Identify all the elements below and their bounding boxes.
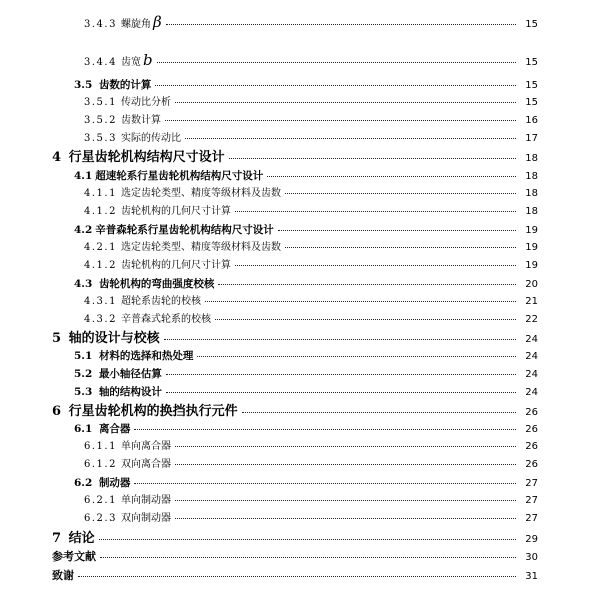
toc-entry[interactable] [84, 243, 538, 253]
toc-entry-label: 5 轴的设计与校核 [52, 331, 160, 346]
toc-entry[interactable] [84, 189, 538, 199]
toc-entry-label: 6.2.1 单向制动器 [84, 495, 171, 506]
toc-entry-label: 3.4.4 齿宽 b [84, 51, 153, 69]
dot-leader [267, 176, 516, 177]
toc-entry[interactable] [84, 496, 538, 506]
dot-leader [78, 576, 516, 577]
dot-leader [100, 557, 516, 558]
toc-entry[interactable] [84, 53, 538, 68]
page-number: 30 [525, 552, 538, 563]
page-number: 27 [525, 513, 538, 524]
toc-entry-label: 4.1.2 齿轮机构的几何尺寸计算 [84, 260, 231, 271]
dot-leader [185, 138, 516, 139]
toc-entry[interactable] [74, 171, 538, 182]
dot-leader [235, 211, 516, 212]
toc-entry[interactable] [52, 551, 538, 563]
toc-entry[interactable] [84, 207, 538, 217]
dot-leader [157, 62, 516, 63]
dot-leader [285, 193, 516, 194]
toc-entry[interactable] [52, 332, 538, 345]
toc-entry[interactable] [52, 570, 538, 582]
page-number: 26 [525, 459, 538, 470]
toc-entry[interactable] [84, 514, 538, 524]
page-number: 18 [525, 188, 538, 199]
dot-leader [166, 24, 516, 25]
toc-entry-label: 4.2 辛普森轮系行星齿轮机构结构尺寸设计 [74, 224, 274, 236]
toc-entry[interactable] [84, 116, 538, 126]
toc-entry[interactable] [84, 134, 538, 144]
page-number: 15 [525, 19, 538, 30]
page-number: 31 [525, 571, 538, 582]
page-number: 27 [525, 478, 538, 489]
toc-entry[interactable] [52, 532, 538, 545]
page-number: 27 [525, 495, 538, 506]
dot-leader [166, 392, 516, 393]
toc-entry-label: 3.5.3 实际的传动比 [84, 133, 181, 144]
toc-entry[interactable] [84, 261, 538, 271]
toc-entry-label: 7 结论 [52, 531, 95, 546]
dot-leader [205, 301, 516, 302]
page-number: 17 [525, 133, 538, 144]
toc-entry-label: 5.3 轴的结构设计 [74, 386, 162, 398]
toc-entry-label: 6.1.2 双向离合器 [84, 459, 171, 470]
page-number: 24 [525, 334, 538, 345]
page-number: 24 [525, 351, 538, 362]
toc-entry-label: 4.3.2 辛普森式轮系的校核 [84, 314, 211, 325]
dot-leader [197, 356, 516, 357]
dot-leader [155, 85, 516, 86]
toc-entry-label: 5.1 材料的选择和热处理 [74, 350, 194, 362]
toc-entry[interactable] [84, 297, 538, 307]
dot-leader [218, 284, 516, 285]
toc-entry-label: 5.2 最小轴径估算 [74, 368, 162, 380]
toc-entry-label: 6.1.1 单向离合器 [84, 441, 171, 452]
dot-leader [175, 446, 516, 447]
dot-leader [175, 464, 516, 465]
toc-entry[interactable] [84, 460, 538, 470]
toc-entry-label: 参考文献 [52, 550, 96, 563]
page-number: 19 [525, 225, 538, 236]
toc-entry-label: 6.2.3 双向制动器 [84, 513, 171, 524]
toc-entry-label: 6.2 制动器 [74, 477, 131, 489]
toc-entry[interactable] [74, 424, 538, 435]
toc-entry[interactable] [74, 225, 538, 236]
dot-leader [165, 120, 516, 121]
page-number: 22 [525, 314, 538, 325]
toc-entry-label: 3.5.1 传动比分析 [84, 97, 171, 108]
page-number: 18 [525, 171, 538, 182]
page-number: 15 [525, 80, 538, 91]
page-number: 18 [525, 153, 538, 164]
toc-entry-label: 6 行星齿轮机构的换挡执行元件 [52, 404, 238, 419]
page-number: 26 [525, 424, 538, 435]
toc-entry-label: 3.5.2 齿数计算 [84, 115, 161, 126]
toc-entry[interactable] [74, 279, 538, 290]
dot-leader [278, 230, 516, 231]
toc-entry[interactable] [52, 151, 538, 164]
dot-leader [235, 265, 516, 266]
dot-leader [285, 247, 516, 248]
page-number: 21 [525, 296, 538, 307]
page-number: 24 [525, 387, 538, 398]
toc-entry-label: 4.1.1 选定齿轮类型、精度等级材料及齿数 [84, 188, 281, 199]
page-number: 26 [525, 441, 538, 452]
toc-entry-label: 4.2.1 选定齿轮类型、精度等级材料及齿数 [84, 242, 281, 253]
dot-leader [215, 319, 516, 320]
toc-entry-label: 6.1 离合器 [74, 423, 131, 435]
toc-entry-label: 4.1.2 齿轮机构的几何尺寸计算 [84, 206, 231, 217]
toc-entry[interactable] [84, 442, 538, 452]
dot-leader [99, 539, 516, 540]
toc-entry[interactable] [74, 478, 538, 489]
toc-entry[interactable] [84, 315, 538, 325]
toc-entry-label: 4.3.1 超轮系齿轮的校核 [84, 296, 201, 307]
toc-entry[interactable] [84, 15, 538, 30]
page-number: 20 [525, 279, 538, 290]
toc-entry-label: 3.4.3 螺旋角 β [84, 13, 162, 31]
toc-entry-label: 3.5 齿数的计算 [74, 79, 152, 91]
dot-leader [175, 102, 516, 103]
page-number: 19 [525, 260, 538, 271]
toc-entry[interactable] [74, 80, 538, 91]
toc-entry[interactable] [74, 351, 538, 362]
toc-entry-label: 4.3 齿轮机构的弯曲强度校核 [74, 278, 215, 290]
page-number: 24 [525, 369, 538, 380]
dot-leader [175, 518, 516, 519]
dot-leader [134, 429, 516, 430]
dot-leader [229, 158, 516, 159]
toc-entry-label: 4.1 超速轮系行星齿轮机构结构尺寸设计 [74, 170, 264, 182]
toc-entry[interactable] [52, 405, 538, 418]
toc-entry-label: 致谢 [52, 569, 74, 582]
page-number: 15 [525, 57, 538, 68]
toc-entry-label: 4 行星齿轮机构结构尺寸设计 [52, 150, 225, 165]
toc-entry[interactable] [74, 387, 538, 398]
dot-leader [164, 339, 516, 340]
page-number: 16 [525, 115, 538, 126]
toc-entry[interactable] [84, 98, 538, 108]
page-number: 29 [525, 534, 538, 545]
page-number: 26 [525, 407, 538, 418]
dot-leader [175, 500, 516, 501]
dot-leader [166, 374, 516, 375]
dot-leader [242, 412, 516, 413]
page-number: 18 [525, 206, 538, 217]
dot-leader [134, 483, 516, 484]
toc-entry[interactable] [74, 369, 538, 380]
page-number: 19 [525, 242, 538, 253]
page-number: 15 [525, 97, 538, 108]
